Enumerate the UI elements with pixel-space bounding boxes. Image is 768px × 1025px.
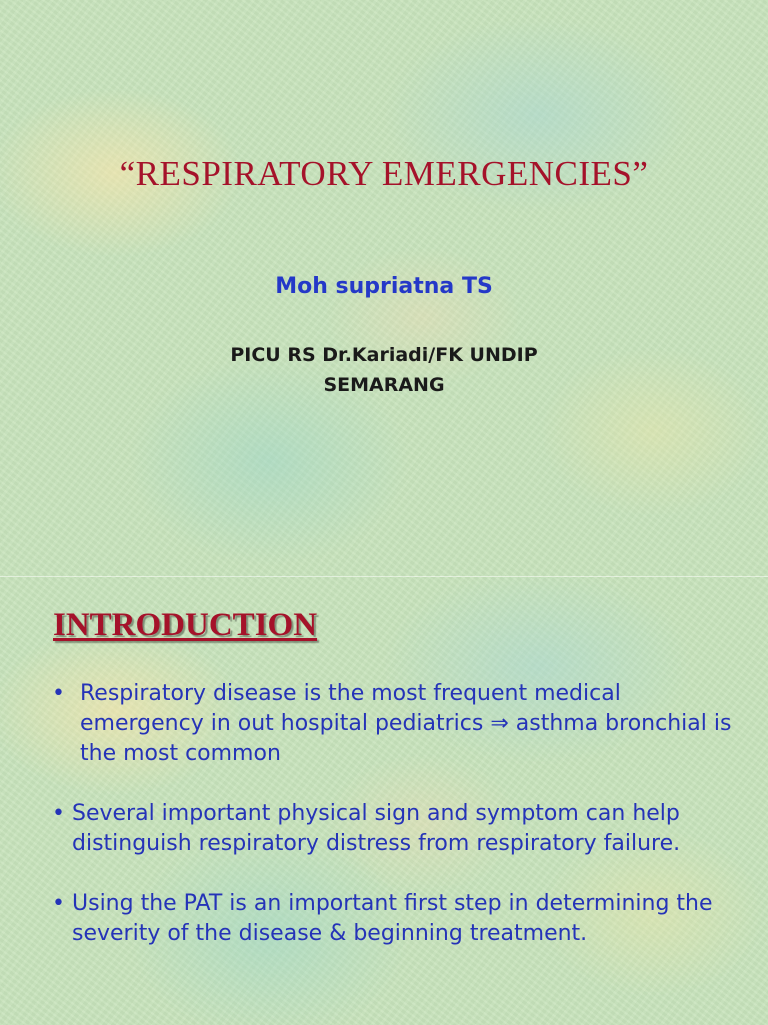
bullet-item	[52, 799, 742, 859]
bullet-item	[52, 679, 742, 769]
bullet-dot-icon: •	[52, 891, 65, 916]
bullet-list	[52, 679, 742, 979]
bullet-text: Using the PAT is an important first step in determining the severity of the disease & beginning treatment.	[72, 891, 713, 946]
bullet-dot-icon: •	[52, 681, 65, 706]
affiliation-line-1: PICU RS Dr.Kariadi/FK UNDIP	[230, 344, 538, 366]
affiliation-line-2: SEMARANG	[323, 374, 445, 396]
bullet-text: Several important physical sign and symptom can help distinguish respiratory distress from respiratory failure.	[72, 801, 681, 856]
bullet-item	[52, 889, 742, 949]
introduction-heading: INTRODUCTION	[53, 607, 318, 643]
slide-title: “RESPIRATORY EMERGENCIES”	[119, 154, 649, 193]
bullet-dot-icon: •	[52, 801, 65, 826]
author-name: Moh supriatna TS	[275, 274, 493, 299]
bullet-text: Respiratory disease is the most frequent medical emergency in out hospital pediatrics ⇒ asthma bronchial is the most common	[80, 681, 732, 766]
affiliation	[0, 340, 768, 400]
introduction-slide	[0, 576, 768, 1025]
